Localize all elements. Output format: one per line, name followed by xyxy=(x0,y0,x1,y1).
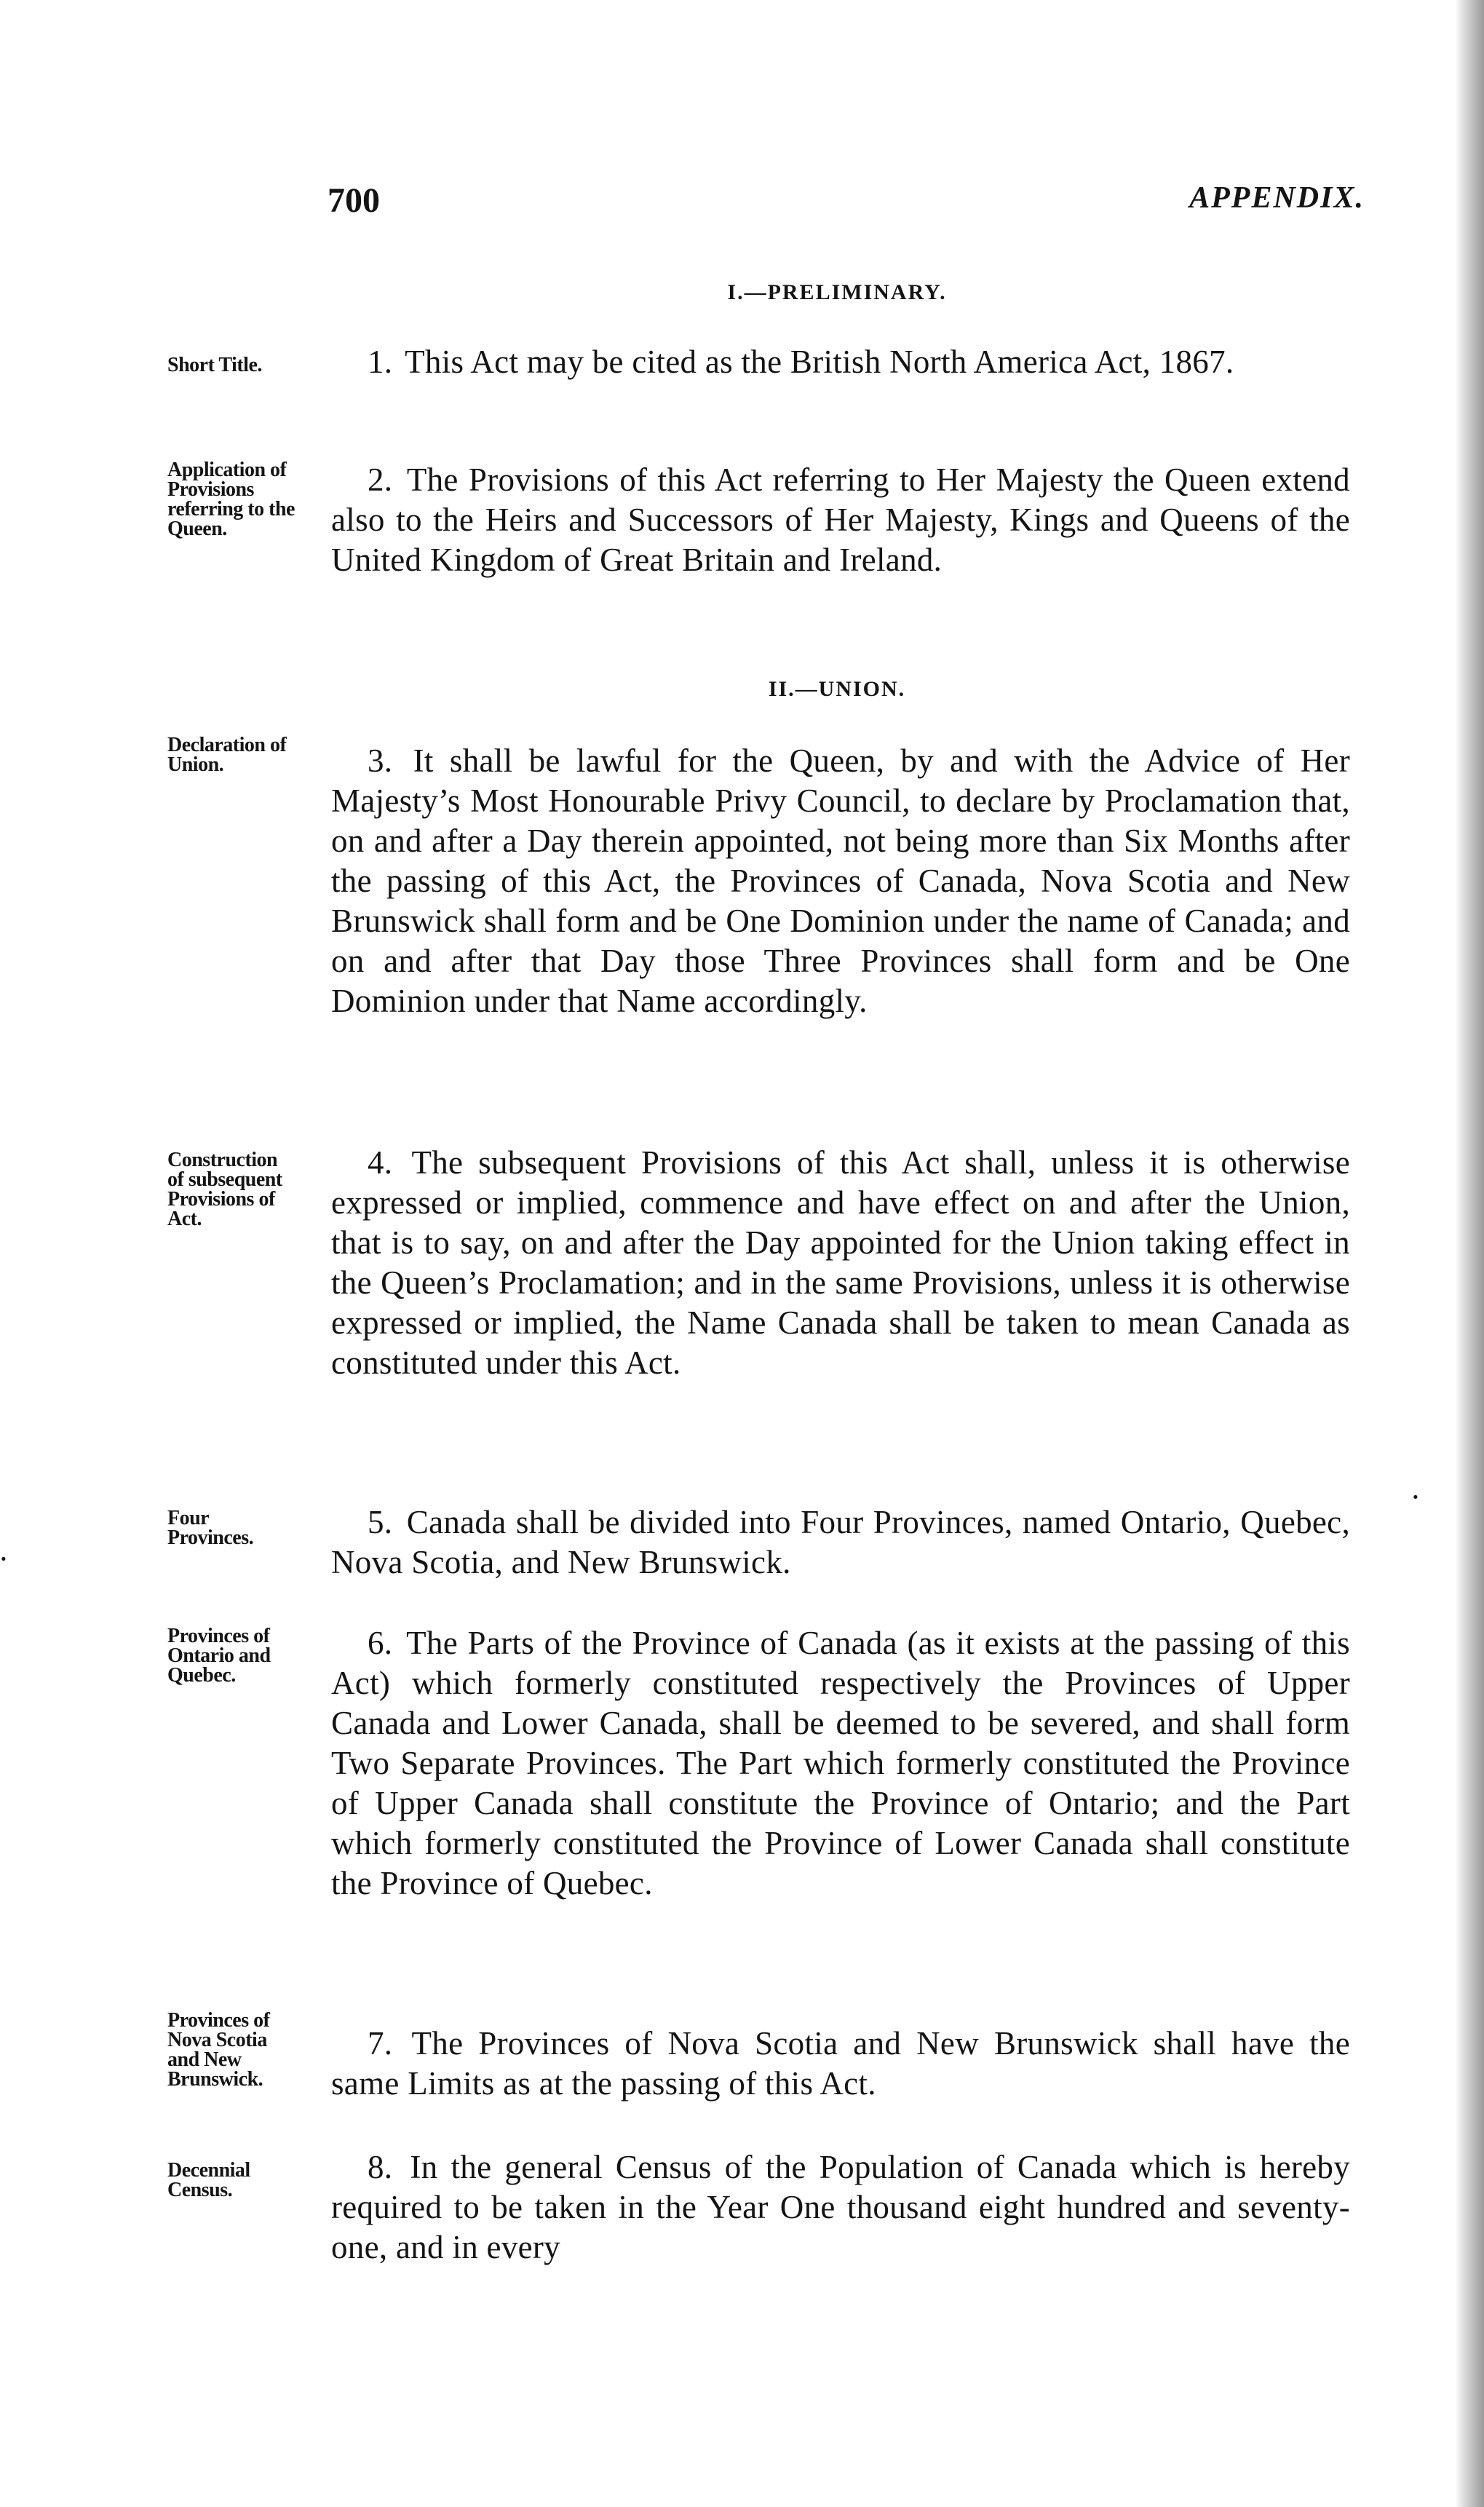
paragraph-number: 2. xyxy=(368,462,393,498)
sidenote-construction-of-provisions: Construction of subsequent Provisions of Act. xyxy=(167,1149,282,1230)
page-header xyxy=(328,181,1365,231)
paragraph-text: It shall be lawful for the Queen, by and with the Advice of Her Majesty’s Most Honourable Privy Council, to declare by Proclamation that, on and after a Day therein appointed, not being more than Six Months after the passing of this Act, the Provinces of Canada, Nova Scotia and New Brunswick shall form and be One Dominion under the name of Canada; and on and after that Day those Three Provinces shall form and be One Dominion under that Name accordingly. xyxy=(331,742,1350,1019)
paragraph-text: The Provisions of this Act referring to Her Majesty the Queen extend also to the Heirs and Successors of Her Majesty, Kings and Queens of the United Kingdom of Great Britain and Ireland. xyxy=(331,462,1350,578)
paragraph-6 xyxy=(331,1623,1350,1904)
paragraph-number: 1. xyxy=(368,344,393,380)
section-heading-preliminary: I.—PRELIMINARY. xyxy=(727,280,947,304)
running-head: APPENDIX. xyxy=(1189,181,1365,215)
paragraph-8 xyxy=(331,2147,1350,2268)
sidenote-short-title: Short Title. xyxy=(167,354,262,376)
sidenote-four-provinces: Four Provinces. xyxy=(167,1507,254,1549)
paragraph-text: The Provinces of Nova Scotia and New Brunswick shall have the same Limits as at the passing of this Act. xyxy=(331,2025,1350,2102)
paragraph-5 xyxy=(331,1502,1350,1583)
sidenote-decennial-census: Decennial Census. xyxy=(167,2159,250,2201)
paragraph-2 xyxy=(331,460,1350,580)
sidenote-declaration-of-union: Declaration of Union. xyxy=(167,734,287,776)
paragraph-text: The subsequent Provisions of this Act shall, unless it is otherwise expressed or implied, commence and have effect on and after the Union, that is to say, on and after the Day appointed for the Union taking effect in the Queen’s Proclamation; and in the same Provisions, unless it is otherwise expressed or implied, the Name Canada shall be taken to mean Canada as constituted under this Act. xyxy=(331,1144,1350,1381)
paragraph-number: 4. xyxy=(368,1144,393,1181)
paragraph-number: 5. xyxy=(368,1504,393,1540)
paragraph-4 xyxy=(331,1143,1350,1383)
sidenote-provinces-of-nova-scotia-and-new-brunswick: Provinces of Nova Scotia and New Brunswick. xyxy=(167,2009,270,2091)
section-heading-union: II.—UNION. xyxy=(768,677,906,701)
paragraph-number: 3. xyxy=(368,742,393,779)
paragraph-text: The Parts of the Province of Canada (as it exists at the passing of this Act) which formerly constituted respectively the Provinces of Upper Canada and Lower Canada, shall be deemed to be severed, and shall form Two Separate Provinces. The Part which formerly constituted the Province of Upper Canada shall constitute the Province of Ontario; and the Part which formerly constituted the Province of Lower Canada shall constitute the Province of Quebec. xyxy=(331,1625,1350,1901)
stray-ink-mark: · xyxy=(1412,1485,1419,1509)
sidenote-application-of-provisions: Application of Provisions referring to the Queen. xyxy=(167,459,295,540)
paragraph-number: 6. xyxy=(368,1625,393,1661)
paragraph-text: This Act may be cited as the British North America Act, 1867. xyxy=(405,344,1234,380)
page-number: 700 xyxy=(328,181,380,220)
paragraph-number: 8. xyxy=(368,2149,393,2185)
stray-ink-mark: · xyxy=(0,1547,7,1571)
paragraph-text: Canada shall be divided into Four Provinces, named Ontario, Quebec, Nova Scotia, and New Brunswick. xyxy=(331,1504,1350,1580)
paragraph-number: 7. xyxy=(368,2025,393,2062)
paragraph-text: In the general Census of the Population of Canada which is hereby required to be taken in the Year One thousand eight hundred and seventy-one, and in every xyxy=(331,2149,1350,2265)
paragraph-1 xyxy=(331,342,1350,382)
page-edge-shadow xyxy=(1455,0,1484,2507)
paragraph-7 xyxy=(331,2024,1350,2104)
paragraph-3 xyxy=(331,741,1350,1021)
sidenote-provinces-of-ontario-and-quebec: Provinces of Ontario and Quebec. xyxy=(167,1625,271,1687)
